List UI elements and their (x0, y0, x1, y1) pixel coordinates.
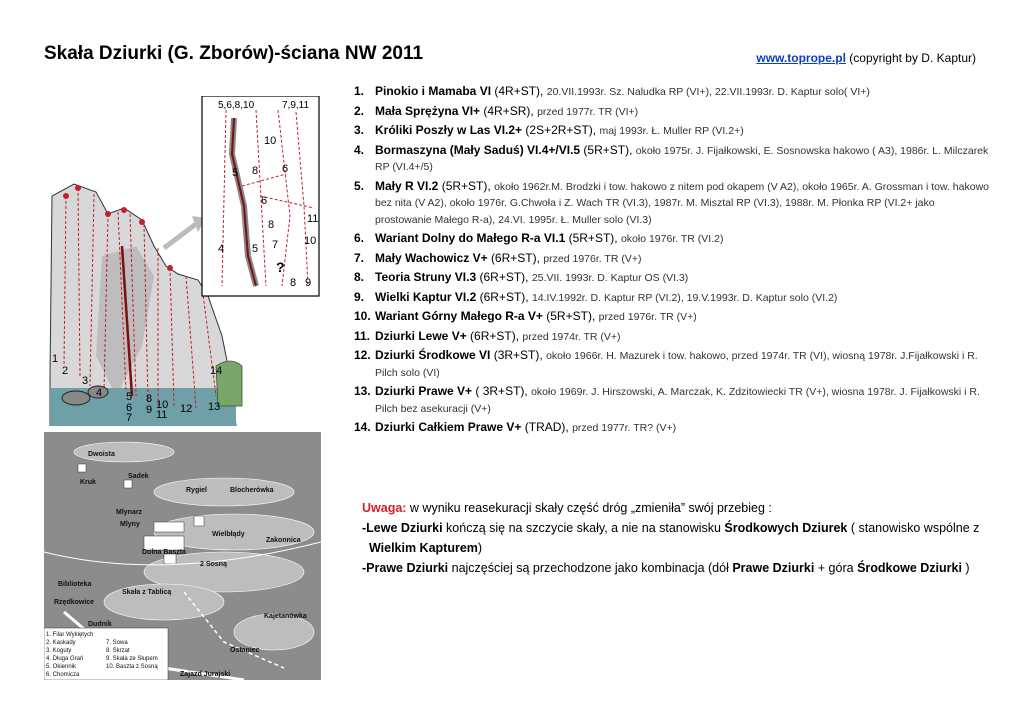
inset-label: 6 (282, 163, 289, 175)
route-item (354, 420, 994, 437)
route-num: 12. (354, 348, 371, 362)
route-item (354, 84, 994, 101)
route-num: 14. (354, 420, 371, 434)
route-details: 20.VII.1993r. Sz. Naludka RP (VI+), 22.VII.1993r. D. Kaptur solo( VI+) (546, 86, 870, 98)
route-marker: 1 (52, 353, 59, 365)
route-grade: (6R+ST), (490, 250, 540, 265)
map-place: Ostaniec (230, 647, 260, 654)
legend-item: 8. Skrzat (106, 648, 130, 654)
note-line-2: -Prawe Dziurki najczęściej są przechodzone jako kombinacja (dół Prawe Dziurki + góra Środkowe Dziurki ) (362, 561, 970, 575)
route-marker: 9 (146, 404, 153, 416)
map-place: Kajetanówka (264, 613, 307, 620)
note-intro: Uwaga: w wyniku reasekuracji skały część dróg „zmieniła” swój przebieg : (362, 501, 772, 515)
map-place: Zakonnica (266, 537, 301, 544)
credit (756, 51, 976, 65)
note-warning-label: Uwaga: (362, 501, 407, 515)
inset-label: 6 (261, 195, 268, 207)
route-grade: (5R+ST), (568, 231, 618, 245)
map-place: Dwoista (88, 451, 115, 458)
route-num: 2. (354, 103, 365, 118)
route-item (354, 384, 994, 417)
route-num: 1. (354, 84, 365, 98)
route-num: 4. (354, 142, 365, 157)
route-name: Wariant Dolny do Małego R-a VI.1 (375, 231, 566, 245)
inset-label: 8 (252, 165, 259, 177)
route-grade: (2S+2R+ST), (525, 123, 597, 137)
legend-item: 10. Baszta z Sosną (106, 664, 158, 670)
route-grade: ( 3R+ST), (475, 384, 528, 398)
inset-label: ? (276, 259, 285, 275)
route-marker: 3 (82, 375, 89, 387)
route-item (354, 251, 994, 268)
inset-label: 5,6,8,10 (218, 100, 255, 111)
route-details: około 1966r. H. Mazurek i tow. hakowo, przed 1974r. TR (VI), wiosną 1978r. J.Fijałkowski i R. Pilch solo (VI) (375, 350, 978, 379)
route-num: 7. (354, 250, 365, 265)
route-name: Bormaszyna (Mały Saduś) VI.4+/VI.5 (375, 142, 581, 157)
topo-diagram (46, 96, 321, 426)
route-num: 10. (354, 309, 371, 323)
route-grade: (6R+ST), (479, 270, 529, 284)
map-place: Dudnik (88, 621, 112, 628)
route-item (354, 143, 994, 176)
route-marker: 2 (62, 365, 69, 377)
route-marker: 6 (126, 402, 133, 414)
route-grade: (4R+ST), (494, 84, 544, 98)
boulder (62, 391, 90, 405)
route-marker: 8 (146, 393, 153, 405)
route-marker: 4 (96, 387, 103, 399)
route-list (354, 84, 994, 440)
inset-label: 7 (272, 239, 279, 251)
route-marker: 11 (156, 409, 168, 421)
route-details: przed 1974r. TR (V+) (522, 330, 621, 343)
route-grade: (TRAD), (524, 420, 569, 434)
location-map (44, 432, 321, 680)
note-line-1: -Lewe Dziurki kończą się na szczycie skały, a nie na stanowisku Środkowych Dziurek ( stanowisko wspólne z Wielkim Kapturem) (362, 521, 980, 555)
map-place: Kruk (80, 479, 96, 486)
route-item (354, 179, 994, 229)
legend-item: 7. Sowa (106, 640, 128, 646)
map-place: Mlyny (120, 521, 140, 528)
route-grade: (5R+ST), (583, 142, 633, 157)
route-details: przed 1976r. TR (V+) (543, 252, 642, 265)
route-item (354, 348, 994, 381)
map-place: Rygiel (186, 487, 208, 494)
route-name: Wielki Kaptur VI.2 (375, 289, 477, 304)
route-grade: (6R+ST), (479, 289, 529, 304)
copyright-text: (copyright by D. Kaptur) (849, 51, 976, 65)
route-grade: (4R+SR), (483, 103, 534, 118)
inset-label: 8 (268, 219, 275, 231)
route-details: około 1969r. J. Hirszowski, A. Marczak, K. Zdzitowiecki TR (V+), wiosna 1978r. J. Fijałkowski i R. Pilch bez asekuracji (V+) (375, 386, 980, 415)
map-place: Dolna Baszta (142, 549, 186, 556)
route-num: 13. (354, 384, 371, 398)
map-place: Wielbłądy (212, 531, 245, 538)
inset-label: 10 (264, 135, 277, 147)
route-name: Dziurki Prawe V+ (375, 384, 473, 398)
route-marker: 5 (126, 391, 133, 403)
route-marker: 14 (210, 365, 223, 377)
legend-item: 3. Koguty (46, 648, 72, 654)
inset-label: 8 (290, 277, 297, 289)
route-name: Mała Sprężyna VI+ (375, 103, 481, 118)
map-place: Rzędkowice (54, 599, 95, 606)
inset-label: 4 (218, 243, 225, 255)
route-item (354, 290, 994, 307)
route-details: przed 1976r. TR (V+) (598, 311, 697, 323)
route-name: Króliki Poszły w Las VI.2+ (375, 123, 523, 137)
inset-label: 9 (305, 277, 312, 289)
map-place: Biblioteka (58, 581, 92, 588)
inset-label: 7,9,11 (282, 100, 310, 111)
route-grade: (5R+ST), (441, 178, 491, 193)
route-grade: (6R+ST), (470, 328, 520, 343)
route-item (354, 104, 994, 121)
legend-item: 5. Okiennik (46, 664, 77, 670)
route-num: 5. (354, 178, 365, 193)
map-place: Skała z Tablicą (122, 589, 172, 596)
route-grade: (3R+ST), (493, 348, 543, 362)
route-grade: (5R+ST), (546, 309, 596, 323)
route-item (354, 329, 994, 346)
route-name: Teoria Struny VI.3 (375, 270, 477, 284)
route-details: przed 1977r. TR (VI+) (537, 105, 639, 118)
map-place: Mlynarz (116, 509, 143, 516)
route-name: Mały Wachowicz V+ (375, 250, 488, 265)
website-link[interactable]: www.toprope.pl (756, 51, 846, 65)
route-item (354, 123, 994, 140)
route-name: Dziurki Całkiem Prawe V+ (375, 420, 522, 434)
route-num: 9. (354, 289, 365, 304)
route-num: 6. (354, 231, 365, 245)
route-num: 8. (354, 270, 365, 284)
legend-item: 2. Kaskady (46, 640, 76, 646)
route-item (354, 270, 994, 287)
route-details: maj 1993r. Ł. Muller RP (VI.2+) (599, 125, 744, 137)
map-place: Blocherówka (230, 487, 274, 494)
route-item (354, 309, 994, 326)
route-details: 14.IV.1992r. D. Kaptur RP (VI.2), 19.V.1993r. D. Kaptur solo (VI.2) (531, 291, 838, 304)
legend-item: 1. Filar Wyklętych (46, 632, 94, 638)
route-item (354, 231, 994, 248)
route-marker: 7 (126, 412, 133, 424)
route-marker: 10 (156, 399, 169, 411)
route-details: 25.VII. 1993r. D. Kaptur OS (VI.3) (531, 272, 689, 284)
legend-item: 4. Długa Grań (46, 656, 84, 662)
route-name: Wariant Górny Małego R-a V+ (375, 309, 543, 323)
route-num: 11. (354, 328, 371, 343)
map-place: Zajazd Jurajski (180, 671, 231, 678)
map-place: 2 Sosną (200, 561, 227, 568)
route-num: 3. (354, 123, 365, 137)
inset-label: 11 (307, 213, 319, 225)
route-marker: 13 (208, 401, 221, 413)
page-title: Skała Dziurki (G. Zborów)-ściana NW 2011 (44, 43, 424, 64)
route-name: Dziurki Lewe V+ (375, 328, 467, 343)
map-place: Sadek (128, 473, 149, 480)
route-name: Pinokio i Mamaba VI (375, 84, 492, 98)
legend-item: 6. Chomicza (46, 672, 80, 678)
route-details: około 1962r.M. Brodzki i tow. hakowo z nitem pod okapem (V A2), około 1965r. A. Grossman i tow. hakowo bez nita (V A2), około 1976r. G.Chwoła i Z. Wach TR (VI.3), 1987r. M. Misztal RP (VI.3), 1988r. M. Płonka RP (VI.2+ jako prostowanie Małego R-a), 24.VI. 1995r. Ł. Muller solo (VI.3) (375, 180, 989, 226)
route-details: przed 1977r. TR? (V+) (572, 422, 677, 434)
route-name: Dziurki Środkowe VI (375, 348, 491, 362)
inset-label: 5 (252, 243, 259, 255)
legend-item: 9. Skała ze Słupem (106, 656, 158, 662)
route-marker: 12 (180, 403, 193, 415)
route-details: około 1976r. TR (VI.2) (620, 233, 724, 245)
reroute-note (362, 498, 982, 578)
route-name: Mały R VI.2 (375, 178, 439, 193)
route-details: około 1975r. J. Fijałkowski, E. Sosnowska hakowo ( A3), 1986r. L. Milczarek RP (VI.4+/5) (375, 144, 989, 173)
inset-label: 10 (304, 235, 317, 247)
pointer-arrow (164, 224, 196, 248)
inset-label: 5 (232, 167, 239, 179)
